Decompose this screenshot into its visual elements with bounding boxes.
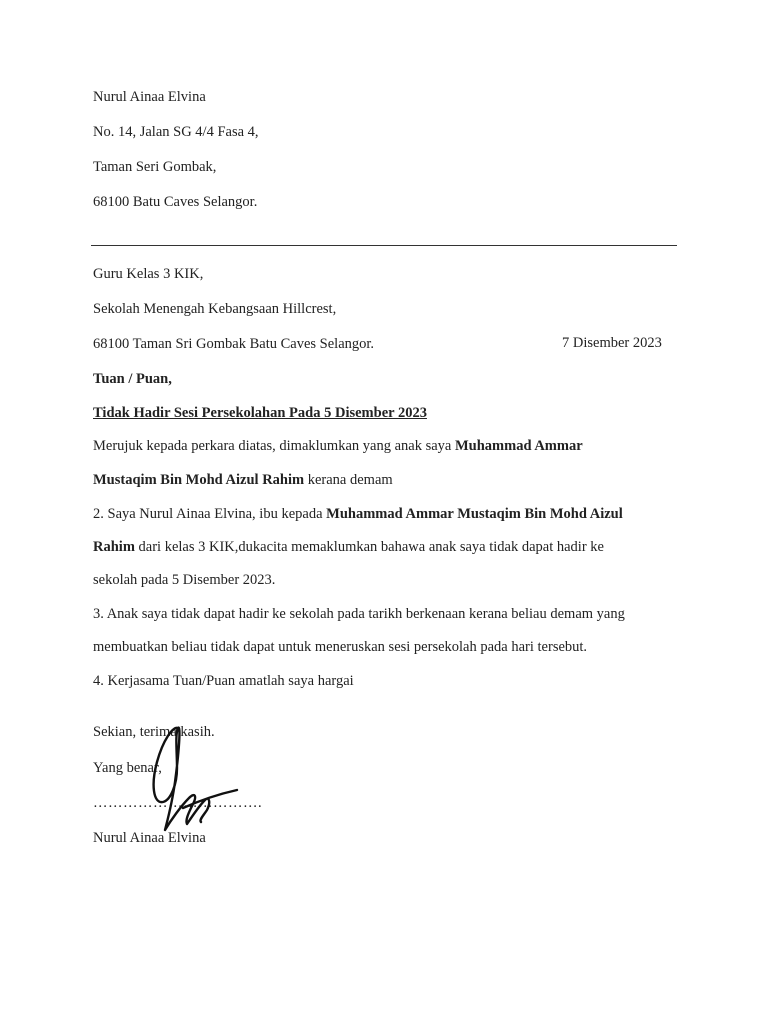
- recipient-line-3: 68100 Taman Sri Gombak Batu Caves Selangor.: [93, 336, 375, 352]
- closing-yours: Yang benar,: [93, 760, 162, 776]
- sender-address-line-3: 68100 Batu Caves Selangor.: [93, 194, 258, 210]
- recipient-line-2: Sekolah Menengah Kebangsaan Hillcrest,: [93, 301, 337, 317]
- salutation: Tuan / Puan,: [93, 371, 172, 387]
- paragraph-2-text-cont: dari kelas 3 KIK,dukacita memaklumkan bahawa anak saya tidak dapat hadir ke: [134, 539, 604, 555]
- sender-address-line-1: No. 14, Jalan SG 4/4 Fasa 4,: [93, 124, 259, 140]
- closing-thanks: Sekian, terima kasih.: [93, 724, 215, 740]
- paragraph-1-line-1: [93, 437, 583, 455]
- signatory-name: Nurul Ainaa Elvina: [93, 830, 206, 846]
- paragraph-1-line-2: [93, 471, 393, 489]
- child-name: Muhammad Ammar: [454, 438, 583, 454]
- sender-address-line-2: Taman Seri Gombak,: [93, 159, 217, 175]
- paragraph-4: 4. Kerjasama Tuan/Puan amatlah saya hargai: [93, 673, 354, 689]
- paragraph-1-reason: kerana demam: [304, 472, 393, 488]
- paragraph-2-text: 2. Saya Nurul Ainaa Elvina, ibu kepada: [93, 506, 327, 522]
- paragraph-2-line-2: [93, 538, 604, 556]
- child-name-2: Muhammad Ammar Mustaqim Bin Mohd Aizul: [326, 506, 623, 522]
- subject-heading: Tidak Hadir Sesi Persekolahan Pada 5 Disember 2023: [93, 405, 427, 421]
- paragraph-1-text: Merujuk kepada perkara diatas, dimaklumkan yang anak saya: [93, 438, 455, 454]
- letter-date: 7 Disember 2023: [562, 335, 662, 351]
- handwritten-signature: [145, 722, 245, 840]
- child-name-cont: Mustaqim Bin Mohd Aizul Rahim: [93, 472, 305, 488]
- header-divider: [91, 245, 677, 246]
- recipient-line-1: Guru Kelas 3 KIK,: [93, 266, 204, 282]
- child-name-2-cont: Rahim: [93, 539, 135, 555]
- paragraph-2-line-1: [93, 505, 623, 523]
- sender-name: Nurul Ainaa Elvina: [93, 89, 206, 105]
- paragraph-3-line-2: membuatkan beliau tidak dapat untuk meneruskan sesi persekolah pada hari tersebut.: [93, 639, 588, 655]
- paragraph-3-line-1: 3. Anak saya tidak dapat hadir ke sekolah pada tarikh berkenaan kerana beliau demam yang: [93, 606, 625, 622]
- paragraph-2-line-3: sekolah pada 5 Disember 2023.: [93, 572, 276, 588]
- signature-dots: …………………………….: [93, 795, 263, 811]
